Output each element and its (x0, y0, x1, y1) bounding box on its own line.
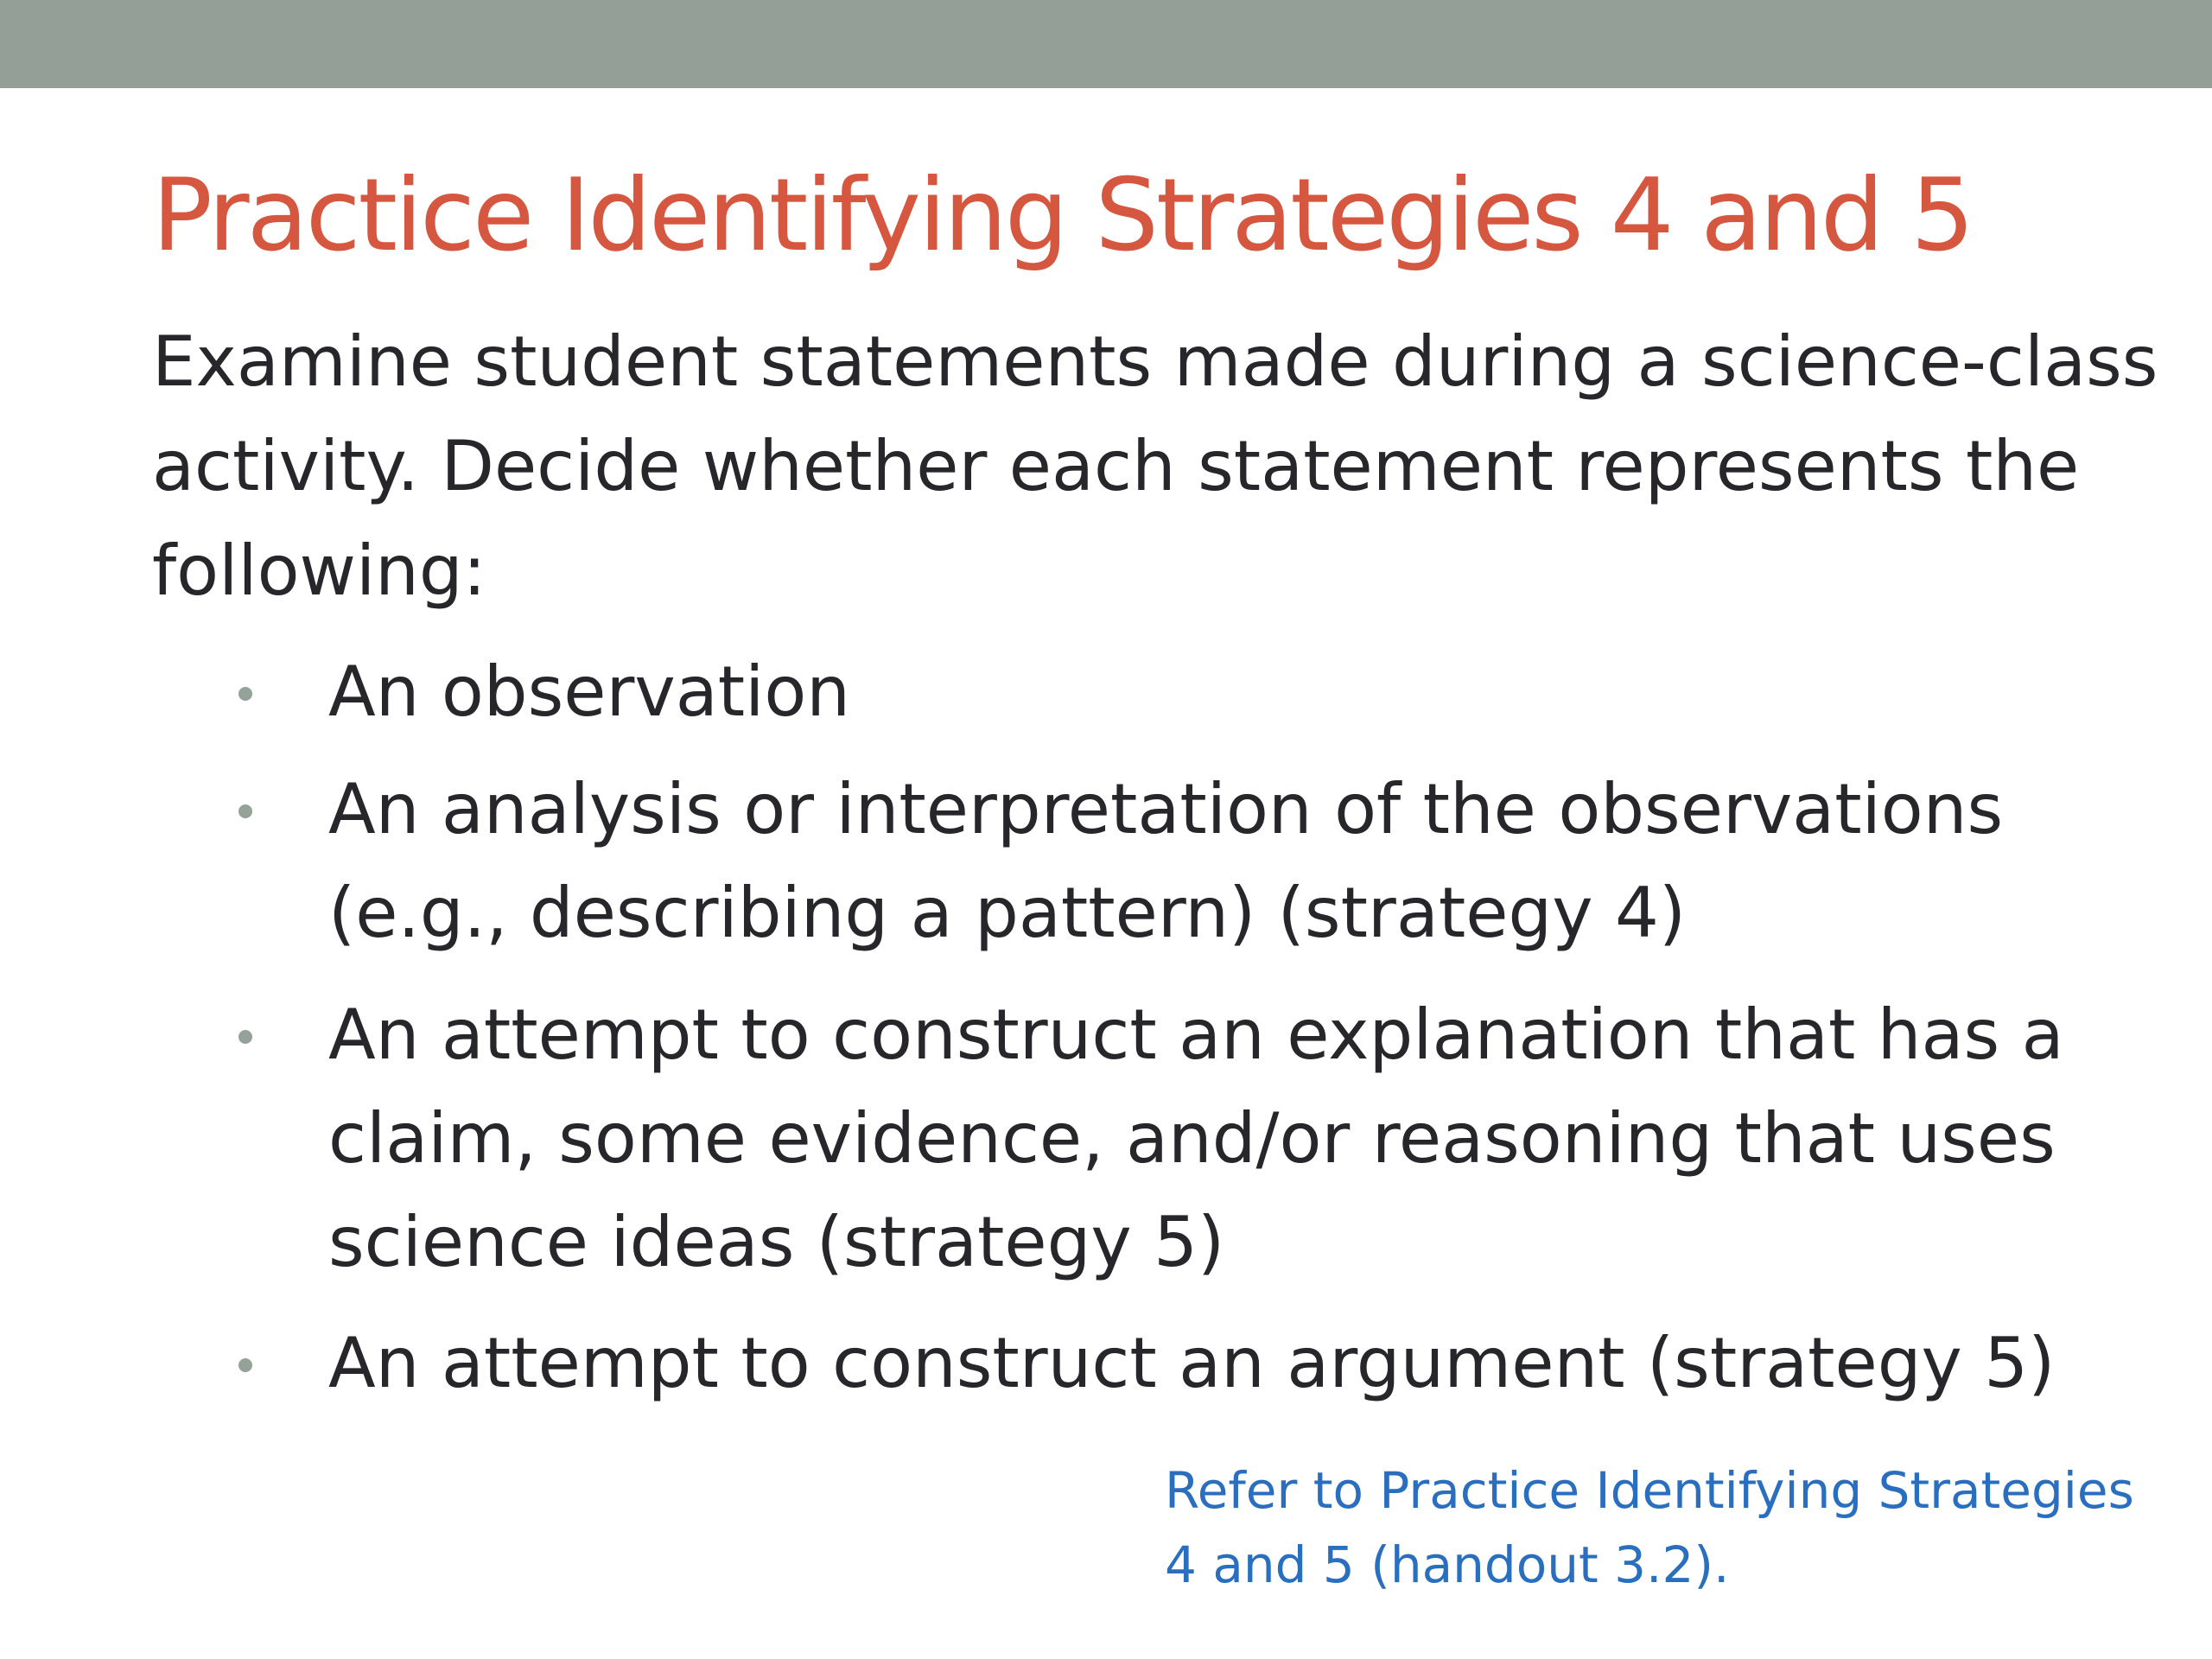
bullet-text (328, 640, 2177, 744)
bullet-dot-icon (238, 804, 252, 818)
bullet-line: An observation (328, 652, 850, 732)
intro-paragraph (152, 309, 2191, 623)
slide-title: Practice Identifying Strategies 4 and 5 (152, 157, 1973, 274)
bullet-line: claim, some evidence, and/or reasoning that uses (328, 1098, 2056, 1179)
intro-line: Examine student statements made during a science-class (152, 321, 2158, 402)
note-line: Refer to Practice Identifying Strategies (1165, 1461, 2134, 1520)
handout-reference-note (1165, 1453, 2202, 1602)
intro-line: activity. Decide whether each statement represents the (152, 426, 2080, 506)
bullet-dot-icon (238, 1358, 252, 1372)
bullet-line: science ideas (strategy 5) (328, 1202, 1225, 1282)
note-line: 4 and 5 (handout 3.2). (1165, 1535, 1730, 1594)
bullet-dot-icon (238, 687, 252, 701)
bullet-line: (e.g., describing a pattern) (strategy 4) (328, 873, 1687, 953)
bullet-line: An attempt to construct an argument (strategy 5) (328, 1323, 2056, 1403)
intro-line: following: (152, 531, 486, 611)
bullet-text (328, 1312, 2177, 1415)
bullet-line: An attempt to construct an explanation that has a (328, 995, 2064, 1075)
bullet-dot-icon (238, 1030, 252, 1044)
bullet-line: An analysis or interpretation of the observations (328, 769, 2004, 849)
bullet-text (328, 758, 2177, 965)
top-bar (0, 0, 2212, 88)
bullet-text (328, 983, 2177, 1294)
